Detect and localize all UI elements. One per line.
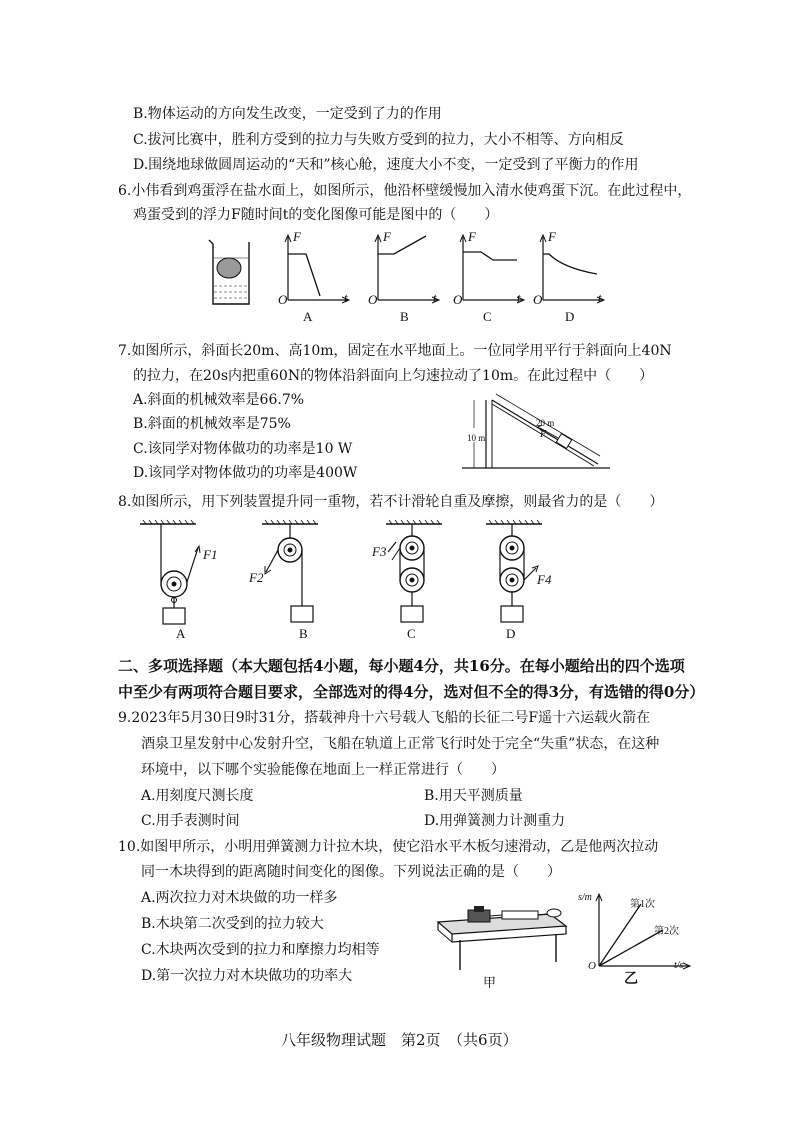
graph-b-t-label: t: [433, 290, 437, 305]
graph-a-label: A: [303, 309, 313, 324]
q5-option-d: D.围绕地球做圆周运动的“天和”核心舱，速度大小不变，一定受到了平衡力的作用: [133, 157, 639, 173]
force-f2-label: F2: [249, 570, 264, 585]
force-f1-label: F1: [203, 547, 218, 562]
q9-stem-line3: 环境中，以下哪个实验能像在地面上一样正常进行（ ）: [141, 762, 505, 778]
pulley-system-c: [372, 518, 452, 633]
q7-option-c: C.该同学对物体做功的功率是10 W: [133, 441, 353, 457]
graph-b: [368, 232, 443, 306]
q7-option-b: B.斜面的机械效率是75%: [133, 416, 291, 432]
graph-c-t-label: t: [517, 290, 521, 305]
q9-option-d: D.用弹簧测力计测重力: [424, 813, 566, 829]
q9-option-b: B.用天平测质量: [424, 788, 523, 804]
q5-option-b: B.物体运动的方向发生改变，一定受到了力的作用: [133, 106, 442, 122]
egg-beaker-figure: [205, 238, 255, 308]
pulley-system-a: [140, 518, 220, 633]
q7-option-a: A.斜面的机械效率是66.7%: [133, 392, 305, 408]
pulley-c-label: C: [407, 626, 416, 641]
graph-b-origin: O: [368, 292, 378, 307]
graph-b-f-label: F: [383, 229, 391, 244]
q10-option-b: B.木块第二次受到的拉力较大: [141, 916, 324, 932]
q10-option-a: A.两次拉力对木块做的功一样多: [141, 890, 338, 906]
graph-d-t-label: t: [598, 290, 602, 305]
second-trial-label: 第2次: [654, 926, 679, 937]
q10-stem-line2: 同一木块得到的距离随时间变化的图像。下列说法正确的是（ ）: [141, 864, 561, 880]
figure-jia-label: 甲: [483, 975, 497, 990]
graph-a-origin: O: [278, 292, 288, 307]
q7-stem-line2: 的拉力，在20s内把重60N的物体沿斜面向上匀速拉动了10m。在此过程中（ ）: [133, 368, 654, 384]
q5-option-c: C.拔河比赛中，胜利方受到的拉力与失败方受到的拉力，大小不相等、方向相反: [133, 132, 624, 148]
first-trial-label: 第1次: [630, 899, 655, 910]
graph-t-axis-label: t/s: [674, 960, 684, 971]
figure-yi-label: 乙: [624, 972, 638, 987]
incline-force-label: F: [540, 429, 547, 440]
q9-stem-line2: 酒泉卫星发射中心发射升空，飞船在轨道上正常飞行时处于完全“失重”状态，在这种: [141, 736, 660, 752]
q6-stem-line1: 6.小伟看到鸡蛋浮在盐水面上，如图所示，他沿杯壁缓慢加入清水使鸡蛋下沉。在此过程中，: [118, 183, 692, 199]
graph-a: [278, 232, 353, 306]
q10-option-d: D.第一次拉力对木块做功的功率大: [141, 968, 353, 984]
q8-stem: 8.如图所示，用下列装置提升同一重物，若不计滑轮自重及摩擦，则最省力的是（ ）: [118, 494, 664, 510]
graph-c-origin: O: [453, 292, 463, 307]
graph-d-label: D: [565, 309, 575, 324]
pulley-b-label: B: [299, 626, 308, 641]
q9-stem-line1: 9.2023年5月30日9时31分，搭载神舟十六号载人飞船的长征二号F遥十六运载火箭在: [118, 710, 651, 726]
q9-option-a: A.用刻度尺测长度: [141, 788, 254, 804]
q9-option-c: C.用手表测时间: [141, 813, 240, 829]
graph-s-axis-label: s/m: [578, 892, 592, 903]
force-f4-label: F4: [537, 572, 552, 587]
q6-stem-line2: 鸡蛋受到的浮力F随时间t的变化图像可能是图中的（ ）: [133, 207, 499, 223]
section2-heading-line2: 中至少有两项符合题目要求，全部选对的得4分，选对但不全的得3分，有选错的得0分）: [118, 683, 705, 701]
graph-a-f-label: F: [293, 229, 301, 244]
graph-a-t-label: t: [344, 290, 348, 305]
pulley-a-label: A: [176, 626, 186, 641]
q7-option-d: D.该同学对物体做功的功率是400W: [133, 465, 358, 481]
graph-d: [533, 232, 608, 306]
pulley-d-label: D: [506, 626, 516, 641]
graph-b-label: B: [400, 309, 409, 324]
spring-scale-table-figure: [430, 892, 570, 972]
section2-heading-line1: 二、多项选择题（本大题包括4小题，每小题4分，共16分。在每小题给出的四个选项: [118, 657, 685, 675]
incline-length-label: 20 m: [536, 418, 555, 428]
force-f3-label: F3: [372, 544, 387, 559]
graph-d-f-label: F: [548, 229, 556, 244]
graph-origin-label: O: [588, 960, 596, 972]
graph-c-label: C: [483, 309, 492, 324]
graph-d-origin: O: [533, 292, 543, 307]
graph-c-f-label: F: [468, 229, 476, 244]
page-footer: 八年级物理试题 第2页 （共6页）: [281, 1031, 518, 1049]
q10-stem-line1: 10.如图甲所示，小明用弹簧测力计拉木块，使它沿水平木板匀速滑动，乙是他两次拉动: [118, 839, 659, 855]
incline-height-label: 10 m: [467, 433, 486, 443]
q7-stem-line1: 7.如图所示，斜面长20m、高10m，固定在水平地面上。一位同学用平行于斜面向上40N: [118, 343, 672, 359]
q10-option-c: C.木块两次受到的拉力和摩擦力均相等: [141, 942, 380, 958]
